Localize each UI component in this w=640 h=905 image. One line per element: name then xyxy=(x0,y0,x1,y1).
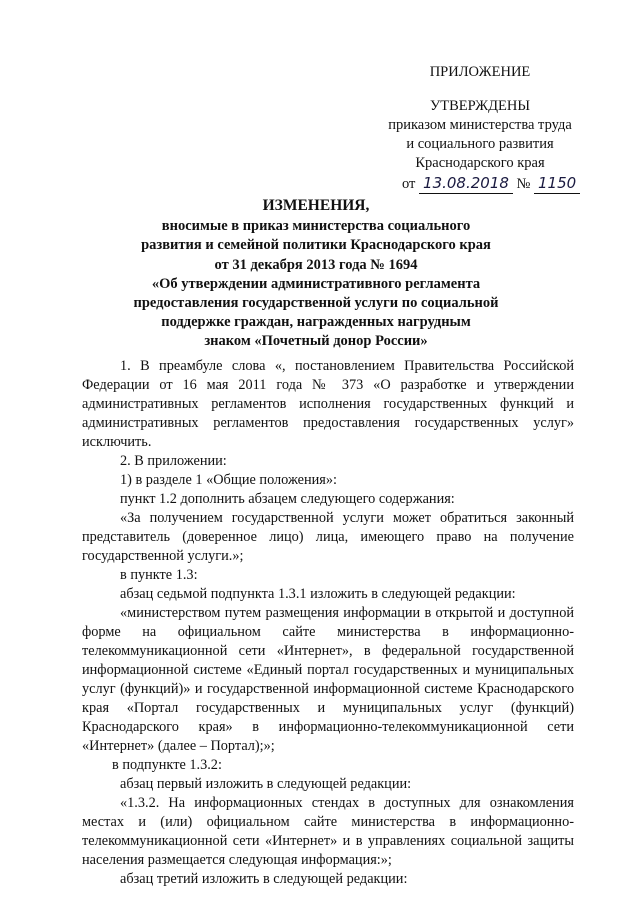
document-title xyxy=(90,196,542,352)
paragraph-7: абзац седьмой подпункта 1.3.1 изложить в следующей редакции: xyxy=(120,586,516,602)
date-prefix: от xyxy=(402,176,416,192)
handwritten-number: 1150 xyxy=(534,174,580,194)
paragraph-1: 1. В преамбуле слова «, постановлением Правительства Российской Федерации от 16 мая 2011 года № 373 «О разработке и утверждении административных регламентов исполнения государственных функций и административных регламентов предоставления государственных услуг» исключить. xyxy=(82,358,574,450)
approval-header xyxy=(380,63,580,194)
title-line-6: поддержке граждан, награжденных нагрудным xyxy=(161,314,471,331)
paragraph-9: в подпункте 1.3.2: xyxy=(112,757,222,773)
handwritten-date: 13.08.2018 xyxy=(419,174,513,194)
title-line-4: «Об утверждении административного регламента xyxy=(151,275,481,292)
paragraph-10: абзац первый изложить в следующей редакции: xyxy=(120,776,412,792)
paragraph-5: «За получением государственной услуги может обратиться законный представитель (доверенное лицо) лица, имеющего право на получение государственной услуги.»; xyxy=(82,510,574,564)
paragraph-2: 2. В приложении: xyxy=(120,453,227,469)
title-line-2: развития и семейной политики Краснодарского края xyxy=(141,237,491,254)
order-line-2: и социального развития xyxy=(406,136,554,152)
document-body xyxy=(82,357,574,889)
appendix-label: ПРИЛОЖЕНИЕ xyxy=(429,64,531,80)
paragraph-8: «министерством путем размещения информации в открытой и доступной форме на официальном сайте министерства в информационно-телекоммуникационной сети «Интернет», в федеральной государственной информационной системе «Единый портал государственных и муниципальных услуг (функций)» и государственной информационной системе Краснодарского края «Портал государственных и муниципальных услуг (функций) Краснодарского края» в информационно-телекоммуникационной сети «Интернет» (далее – Портал);»; xyxy=(82,605,574,754)
title-line-5: предоставления государственной услуги по социальной xyxy=(133,295,499,312)
order-line-3: Краснодарского края xyxy=(415,155,545,171)
title-main: ИЗМЕНЕНИЯ, xyxy=(262,197,370,214)
title-line-7: знаком «Почетный донор России» xyxy=(204,333,428,350)
paragraph-3: 1) в разделе 1 «Общие положения»: xyxy=(120,472,337,488)
approved-label: УТВЕРЖДЕНЫ xyxy=(429,98,531,114)
paragraph-6: в пункте 1.3: xyxy=(120,567,198,583)
paragraph-12: абзац третий изложить в следующей редакции: xyxy=(120,871,408,887)
title-line-1: вносимые в приказ министерства социального xyxy=(161,218,471,235)
title-line-3: от 31 декабря 2013 года № 1694 xyxy=(214,256,418,273)
paragraph-11: «1.3.2. На информационных стендах в доступных для ознакомления местах и (или) официальном сайте министерства в информационно-телекоммуникационной сети «Интернет» и в управлениях социальной защиты населения размещается следующая информация:»; xyxy=(82,795,574,868)
paragraph-4: пункт 1.2 дополнить абзацем следующего содержания: xyxy=(120,491,455,507)
order-date-line xyxy=(380,174,580,194)
number-sign: № xyxy=(516,176,531,192)
order-line-1: приказом министерства труда xyxy=(388,117,572,133)
